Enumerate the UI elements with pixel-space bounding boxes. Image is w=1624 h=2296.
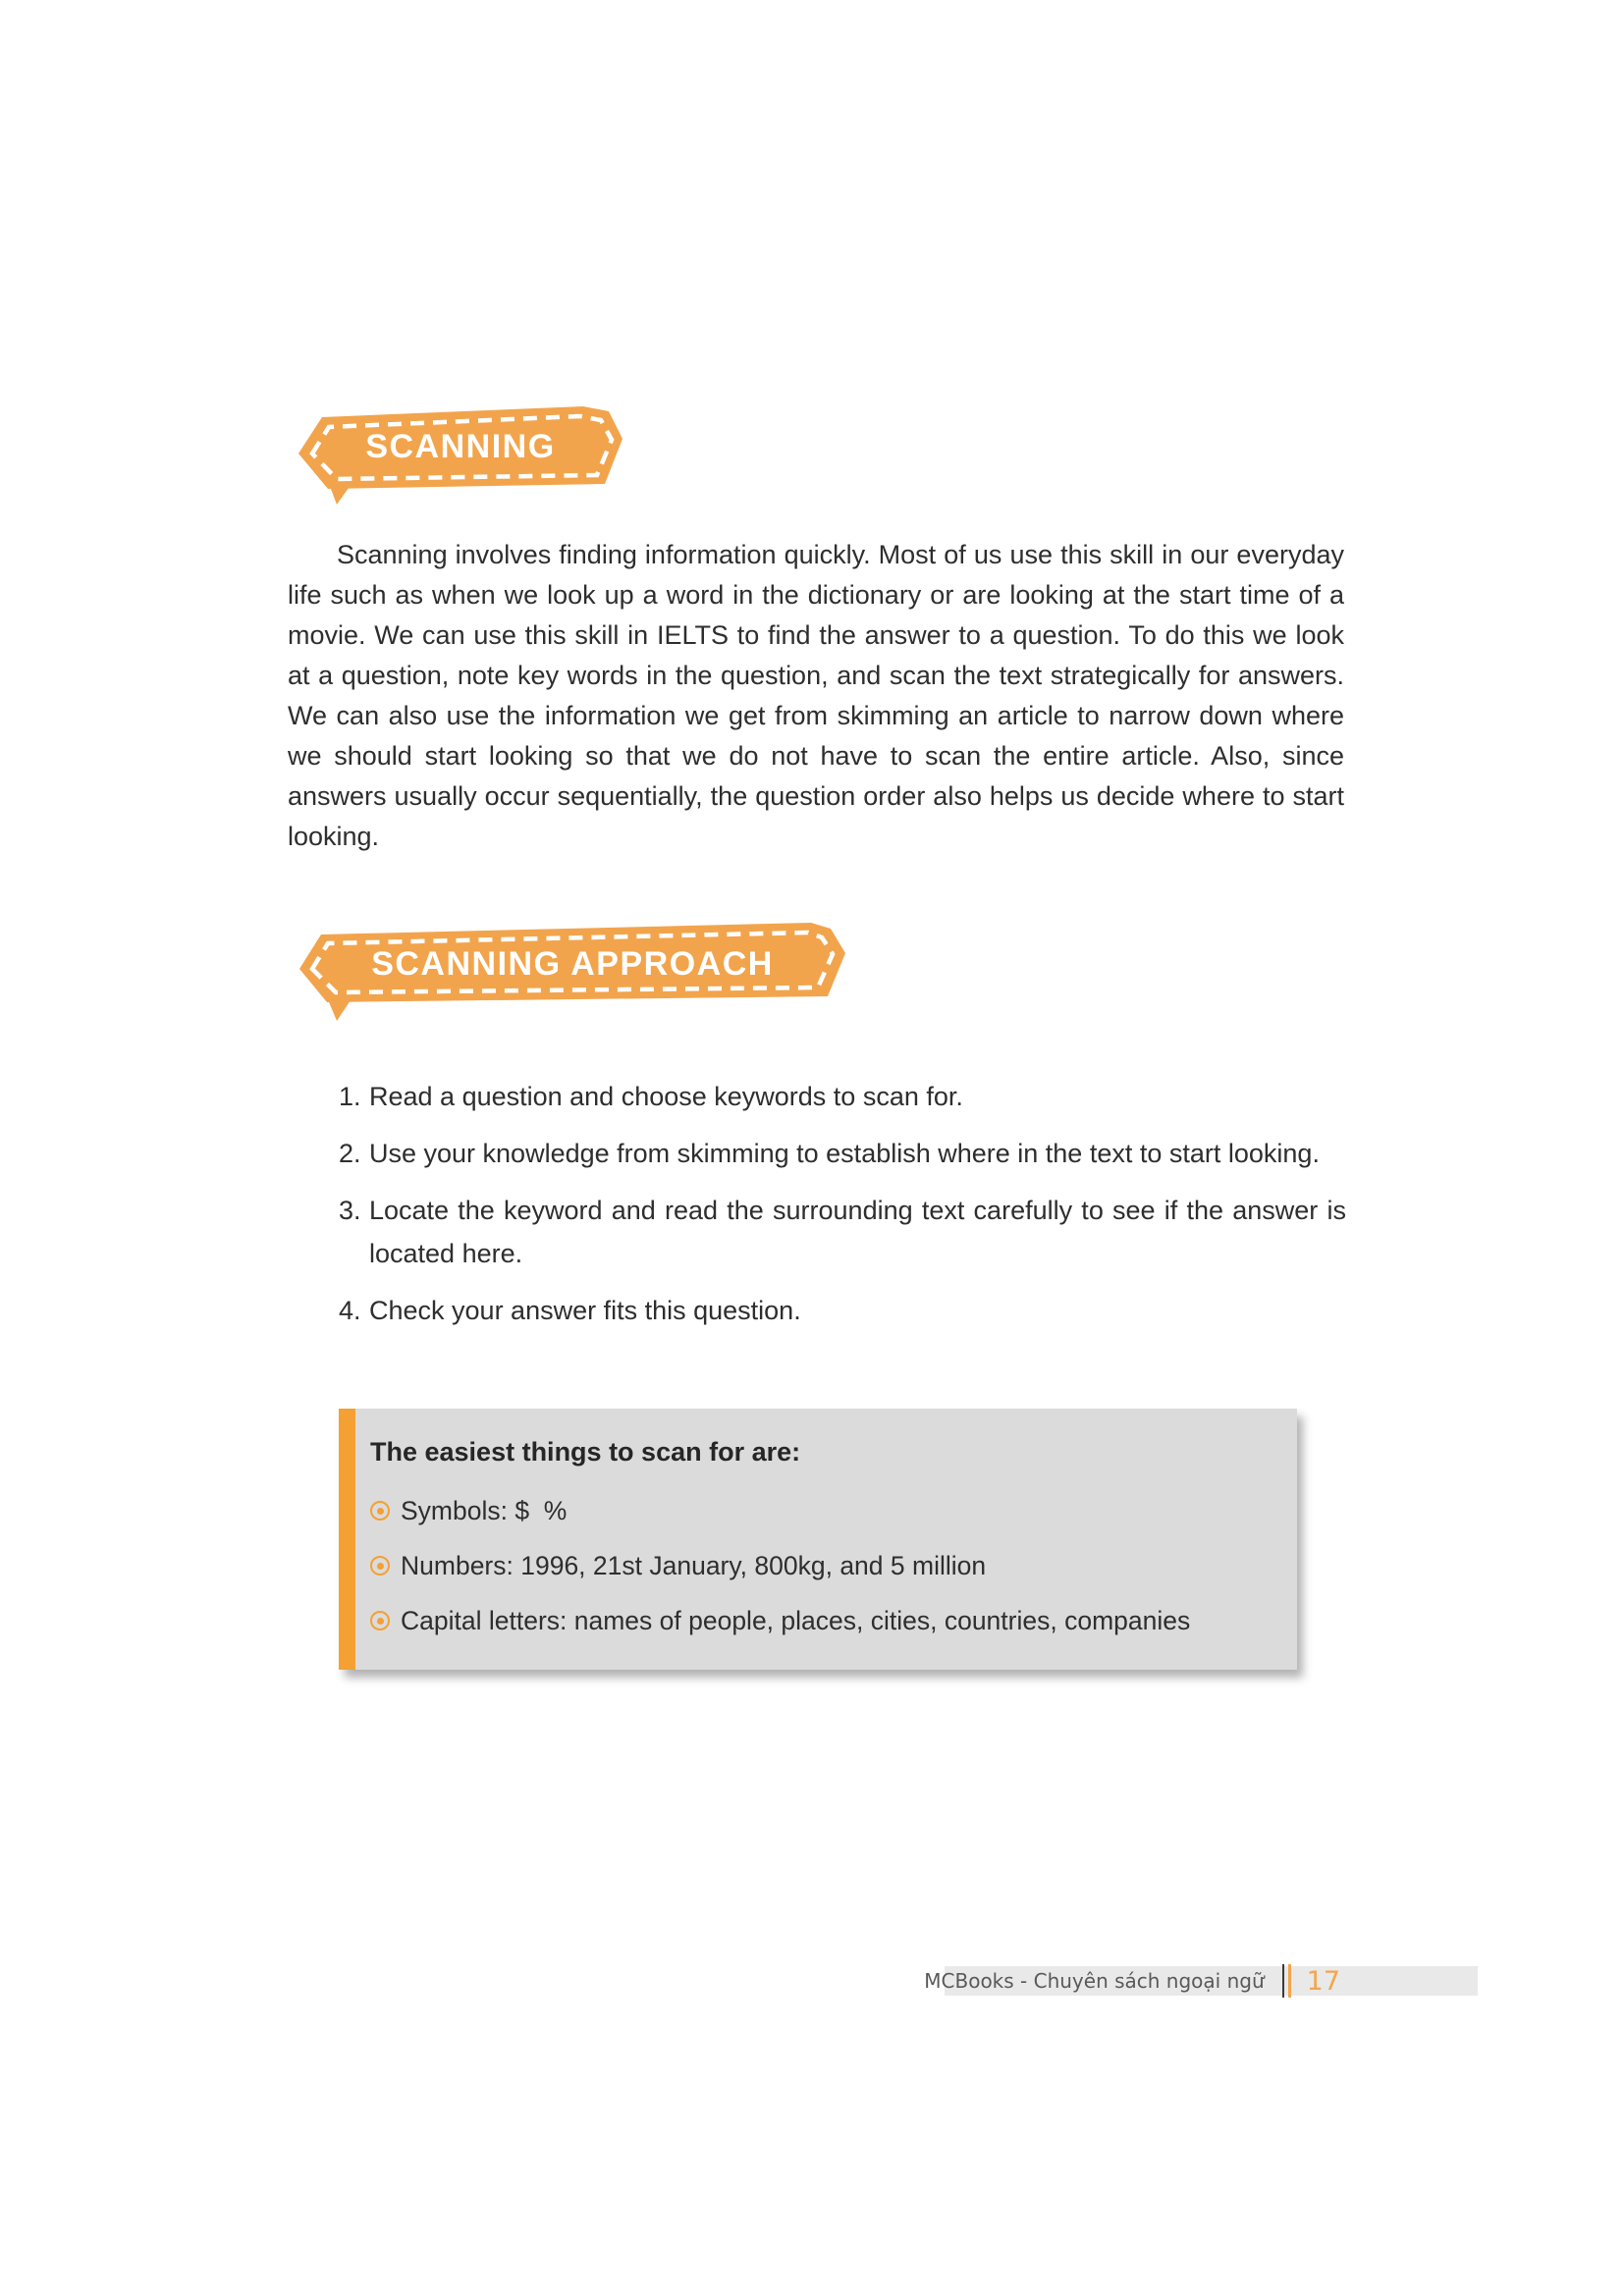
approach-step xyxy=(339,1132,1346,1175)
step-text: Check your answer fits this question. xyxy=(369,1296,801,1325)
easiest-things-callout-box xyxy=(339,1409,1297,1670)
callout-item-text: Numbers: 1996, 21st January, 800kg, and 5 million xyxy=(401,1551,987,1580)
approach-step xyxy=(339,1189,1346,1275)
footer-bar xyxy=(924,1965,1478,1997)
separator-dark-line xyxy=(1282,1964,1284,1998)
footer-separator xyxy=(1282,1964,1291,1998)
publisher-text: MCBooks - Chuyên sách ngoại ngữ xyxy=(924,1969,1265,1993)
step-number: 4. xyxy=(339,1296,361,1325)
step-number: 3. xyxy=(339,1196,361,1225)
step-text: Use your knowledge from skimming to establish where in the text to start looking. xyxy=(369,1139,1320,1168)
step-text: Locate the keyword and read the surrounding text carefully to see if the answer is located here. xyxy=(369,1196,1346,1268)
badge-label: SCANNING APPROACH xyxy=(371,944,774,983)
approach-step xyxy=(339,1075,1346,1118)
approach-steps-list xyxy=(339,1075,1346,1346)
page-number: 17 xyxy=(1306,1965,1340,1997)
step-text: Read a question and choose keywords to scan for. xyxy=(369,1082,963,1111)
callout-accent-bar xyxy=(339,1409,355,1670)
callout-item-text: Capital letters: names of people, places, cities, countries, companies xyxy=(401,1606,1191,1635)
callout-content xyxy=(355,1409,1297,1670)
scanning-badge xyxy=(298,402,623,505)
step-number: 2. xyxy=(339,1139,361,1168)
circled-dot-icon xyxy=(370,1556,390,1575)
callout-list-item xyxy=(370,1546,1279,1585)
callout-list-item xyxy=(370,1601,1279,1640)
badge-label: SCANNING xyxy=(365,427,556,465)
callout-item-text: Symbols: $ % xyxy=(401,1496,568,1525)
callout-list-item xyxy=(370,1491,1279,1530)
callout-heading: The easiest things to scan for are: xyxy=(370,1437,801,1467)
circled-dot-icon xyxy=(370,1501,390,1521)
approach-step xyxy=(339,1289,1346,1332)
circled-dot-icon xyxy=(370,1611,390,1630)
step-number: 1. xyxy=(339,1082,361,1111)
separator-orange-line xyxy=(1288,1964,1291,1998)
scanning-intro-paragraph: Scanning involves finding information quickly. Most of us use this skill in our everyday life such as when we look up a word in the dictionary or are looking at the start time of a movie. We can use this skill in IELTS to find the answer to a question. To do this we look at a question, note key words in the question, and scan the text strategically for answers. We can also use the information we get from skimming an article to narrow down where we should start looking so that we do not have to scan the entire article. Also, since answers usually occur sequentially, the question order also helps us decide where to start looking. xyxy=(288,540,1344,851)
scanning-approach-badge xyxy=(299,921,845,1021)
